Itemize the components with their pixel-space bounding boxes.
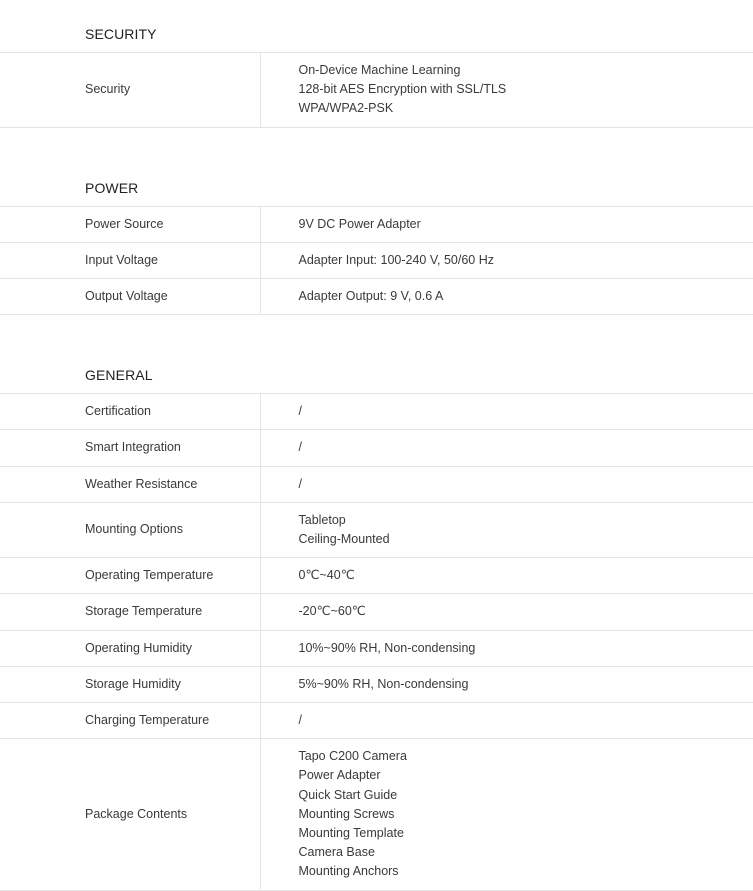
spec-label: Operating Humidity	[0, 630, 260, 666]
spec-row	[0, 242, 753, 278]
spec-value	[260, 394, 753, 430]
spec-table	[0, 206, 753, 316]
spec-label: Storage Humidity	[0, 666, 260, 702]
spec-value-line: Mounting Screws	[299, 805, 753, 824]
spec-value	[260, 502, 753, 557]
spec-value	[260, 53, 753, 128]
spec-value-line: Tabletop	[299, 511, 753, 530]
spec-label: Security	[0, 53, 260, 128]
section-spacer	[0, 315, 753, 341]
spec-value-line: 128-bit AES Encryption with SSL/TLS	[299, 80, 753, 99]
spec-value-line: 9V DC Power Adapter	[299, 215, 753, 234]
spec-row	[0, 279, 753, 315]
spec-label: Charging Temperature	[0, 703, 260, 739]
spec-row	[0, 430, 753, 466]
spec-value-line: Tapo C200 Camera	[299, 747, 753, 766]
section-title-general: GENERAL	[0, 341, 753, 393]
spec-value	[260, 279, 753, 315]
spec-row	[0, 630, 753, 666]
spec-row	[0, 394, 753, 430]
spec-value-line: 5%~90% RH, Non-condensing	[299, 675, 753, 694]
spec-label: Output Voltage	[0, 279, 260, 315]
spec-value-line: /	[299, 475, 753, 494]
spec-value	[260, 206, 753, 242]
spec-label: Certification	[0, 394, 260, 430]
section-spacer	[0, 128, 753, 154]
spec-row	[0, 466, 753, 502]
spec-row	[0, 703, 753, 739]
spec-value-line: -20℃~60℃	[299, 602, 753, 621]
spec-value	[260, 703, 753, 739]
spec-value-line: /	[299, 711, 753, 730]
spec-label: Smart Integration	[0, 430, 260, 466]
spec-value-line: 10%~90% RH, Non-condensing	[299, 639, 753, 658]
spec-value-line: Camera Base	[299, 843, 753, 862]
spec-label: Mounting Options	[0, 502, 260, 557]
spec-row	[0, 558, 753, 594]
spec-table	[0, 393, 753, 890]
spec-value-line: /	[299, 438, 753, 457]
spec-value	[260, 666, 753, 702]
spec-row	[0, 739, 753, 890]
spec-value-line: Mounting Template	[299, 824, 753, 843]
section-title-security: SECURITY	[0, 0, 753, 52]
spec-row	[0, 502, 753, 557]
spec-value	[260, 739, 753, 890]
spec-value-line: 0℃~40℃	[299, 566, 753, 585]
spec-row	[0, 666, 753, 702]
spec-value-line: Mounting Anchors	[299, 862, 753, 881]
spec-label: Storage Temperature	[0, 594, 260, 630]
spec-label: Package Contents	[0, 739, 260, 890]
spec-label: Weather Resistance	[0, 466, 260, 502]
spec-table	[0, 52, 753, 128]
spec-row	[0, 53, 753, 128]
spec-row	[0, 206, 753, 242]
spec-row	[0, 594, 753, 630]
spec-value-line: /	[299, 402, 753, 421]
spec-value-line: Power Adapter	[299, 766, 753, 785]
spec-value-line: Adapter Output: 9 V, 0.6 A	[299, 287, 753, 306]
spec-value-line: Adapter Input: 100-240 V, 50/60 Hz	[299, 251, 753, 270]
spec-label: Operating Temperature	[0, 558, 260, 594]
spec-value-line: Quick Start Guide	[299, 786, 753, 805]
spec-value-line: On-Device Machine Learning	[299, 61, 753, 80]
section-title-power: POWER	[0, 154, 753, 206]
spec-value	[260, 430, 753, 466]
spec-value	[260, 630, 753, 666]
spec-value	[260, 242, 753, 278]
spec-value	[260, 466, 753, 502]
spec-label: Input Voltage	[0, 242, 260, 278]
spec-value	[260, 558, 753, 594]
spec-label: Power Source	[0, 206, 260, 242]
spec-value-line: Ceiling-Mounted	[299, 530, 753, 549]
spec-value	[260, 594, 753, 630]
spec-value-line: WPA/WPA2-PSK	[299, 99, 753, 118]
